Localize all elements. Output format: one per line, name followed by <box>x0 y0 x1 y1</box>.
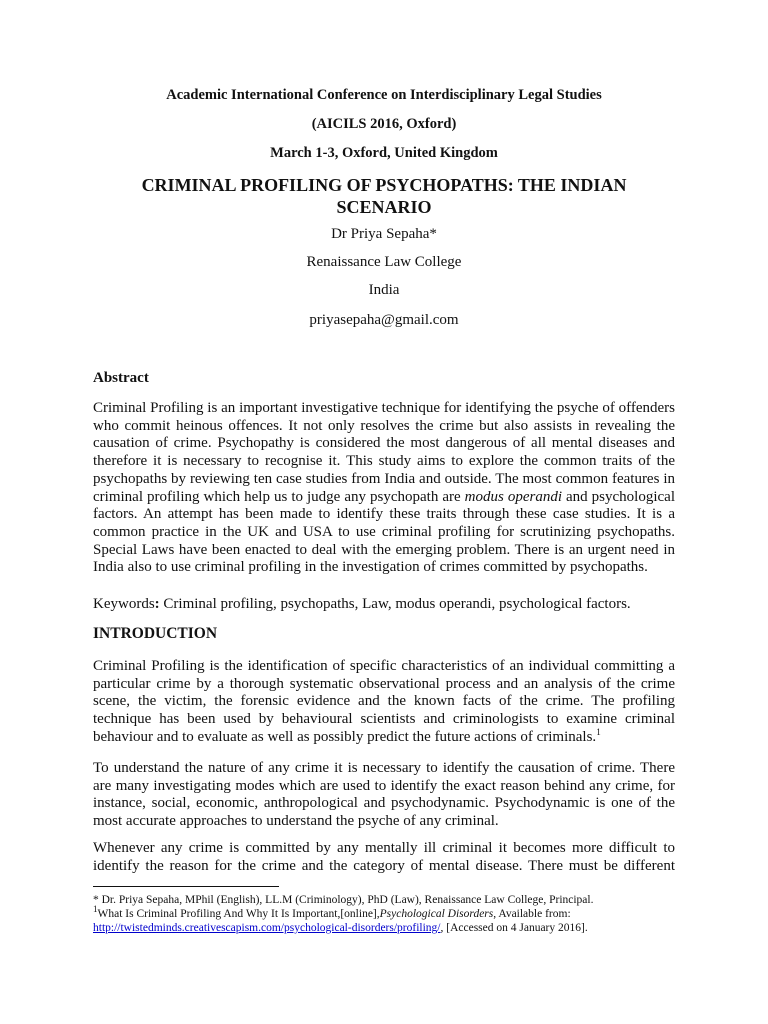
author-country: India <box>368 282 400 298</box>
introduction-p1-text: Criminal Profiling is the identification of specific characteristics of an individual committing a particular crime by a thorough systematic observational process and an analysis of the crime scene, the victim, the forensic evidence and the known facts of the crime. The profiling technique has been used by behavioural scientists and criminologists to examine criminal behaviour and to evaluate as well as possibly predict the future actions of criminals. <box>93 658 675 745</box>
keywords-text: Criminal profiling, psychopaths, Law, modus operandi, psychological factors. <box>159 596 631 612</box>
footnote-1-source <box>93 921 693 936</box>
keywords-label: Keywords <box>93 596 155 612</box>
author-institution: Renaissance Law College <box>306 254 462 270</box>
keywords-line <box>93 596 675 614</box>
footnote-1-link[interactable]: http://twistedminds.creativescapism.com/psychological-disorders/profiling/ <box>93 922 441 934</box>
footnote-1-after: , Available from: <box>493 908 571 920</box>
introduction-heading: INTRODUCTION <box>93 625 218 642</box>
footnote-divider <box>93 886 279 887</box>
abstract-heading: Abstract <box>93 370 149 386</box>
abstract-body <box>93 400 675 577</box>
paper-title-line2: SCENARIO <box>336 197 432 217</box>
conference-short: (AICILS 2016, Oxford) <box>311 116 457 132</box>
abstract-italic-term: modus operandi <box>464 488 562 505</box>
abstract-text-part1: Criminal Profiling is an important investigative technique for identifying the psyche of offenders who commit heinous offences. It not only resolves the crime but also assists in revealing the causation of crime. Psychopathy is considered the most dangerous of all mental diseases and therefore it is necessary to recognise it. This study aims to explore the common traits of the psychopaths by reviewing ten case studies from India and outside. The most common features in criminal profiling which help us to judge any psychopath are <box>93 400 675 505</box>
paper-title-line1: CRIMINAL PROFILING OF PSYCHOPATHS: THE INDIAN <box>141 175 627 195</box>
introduction-paragraph-3: Whenever any crime is committed by any mentally ill criminal it becomes more difficult to identify the reason for the crime and the category of mental disease. There must be different <box>93 840 675 874</box>
abstract-text-part2: and psychological factors. An attempt has been made to identify these traits through these case studies. It is a common practice in the UK and USA to use criminal profiling for scrutinizing psychopaths. Special Laws have been enacted to deal with the emerging problem. There is an urgent need in India also to use criminal profiling in the investigation of crimes committed by psychopaths. <box>93 488 675 576</box>
paper-title <box>0 174 768 218</box>
footnote-1-italic: Psychological Disorders <box>379 908 494 920</box>
introduction-paragraph-2: To understand the nature of any crime it is necessary to identify the causation of crime. There are many investigating modes which are used to identify the exact reason behind any crime, for instance, social, economic, anthropological and psychodynamic. Psychodynamic is one of the most accurate approaches to understand the psyche of any criminal. <box>93 760 675 830</box>
author-name: Dr Priya Sepaha* <box>331 226 437 242</box>
keywords-colon: : <box>154 596 160 612</box>
footnote-1-accessed: , [Accessed on 4 January 2016]. <box>440 922 588 934</box>
footnote-1 <box>93 904 693 922</box>
footnote-author: * Dr. Priya Sepaha, MPhil (English), LL.M (Criminology), PhD (Law), Renaissance Law College, Principal. <box>93 894 594 906</box>
introduction-paragraph-1 <box>93 658 675 747</box>
footnote-1-mark: 1 <box>93 904 98 915</box>
author-email: priyasepaha@gmail.com <box>309 312 459 328</box>
footnote-1-text: What Is Criminal Profiling And Why It Is Important,[online], <box>97 908 380 920</box>
footnote-ref-1: 1 <box>596 726 601 737</box>
conference-name: Academic International Conference on Interdisciplinary Legal Studies <box>166 87 602 103</box>
conference-date-place: March 1-3, Oxford, United Kingdom <box>270 145 498 161</box>
